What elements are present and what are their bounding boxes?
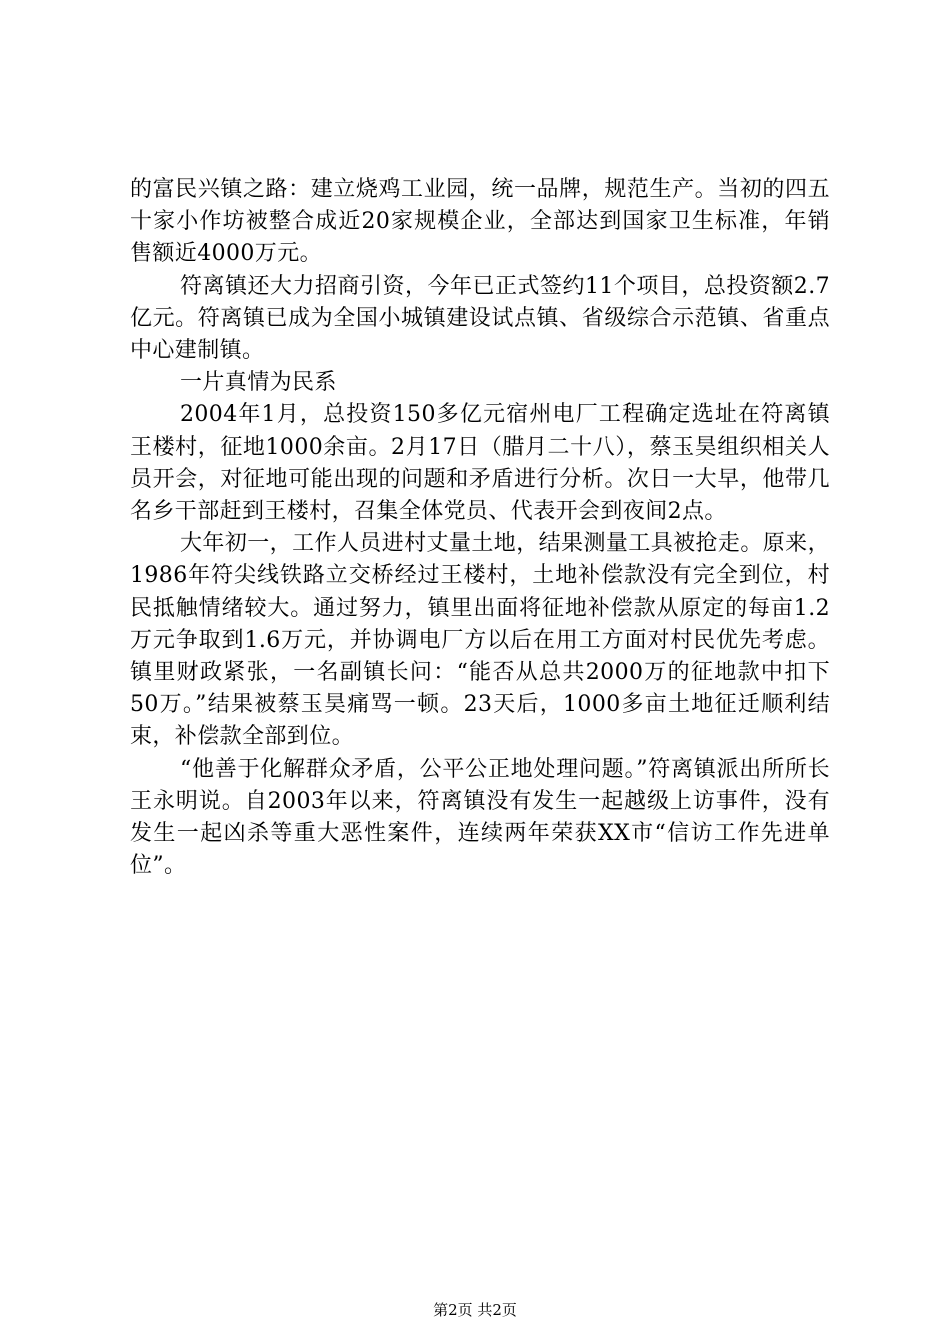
paragraph-police-quote: “他善于化解群众矛盾，公平公正地处理问题。”符离镇派出所所长王永明说。自2003年以来，符离镇没有发生一起越级上访事件，没有发生一起凶杀等重大恶性案件，连续两年荣获XX市“信访工作先进单位”。 [130,756,830,879]
paragraph-investment: 符离镇还大力招商引资，今年已正式签约11个项目，总投资额2.7亿元。符离镇已成为全国小城镇建设试点镇、省级综合示范镇、省重点中心建制镇。 [130,273,830,364]
section-heading: 一片真情为民系 [180,370,337,396]
page-footer: 第2页 共2页 [433,1301,517,1319]
document-body [130,174,830,882]
paragraph-continued: 的富民兴镇之路：建立烧鸡工业园，统一品牌，规范生产。当初的四五十家小作坊被整合成近20家规模企业，全部达到国家卫生标准，年销售额近4000万元。 [130,177,830,267]
paragraph-land-survey: 大年初一，工作人员进村丈量土地，结果测量工具被抢走。原来，1986年符尖线铁路立交桥经过王楼村，土地补偿款没有完全到位，村民抵触情绪较大。通过努力，镇里出面将征地补偿款从原定的每亩1.2万元争取到1.6万元，并协调电厂方以后在用工方面对村民优先考虑。镇里财政紧张，一名副镇长问：“能否从总共2000万的征地款中扣下50万。”结果被蔡玉昊痛骂一顿。23天后，1000多亩土地征迁顺利结束，补偿款全部到位。 [130,531,830,750]
paragraph-power-plant: 2004年1月，总投资150多亿元宿州电厂工程确定选址在符离镇王楼村，征地1000余亩。2月17日（腊月二十八），蔡玉昊组织相关人员开会，对征地可能出现的问题和矛盾进行分析。次日一大早，他带几名乡干部赶到王楼村，召集全体党员、代表开会到夜间2点。 [130,402,830,525]
